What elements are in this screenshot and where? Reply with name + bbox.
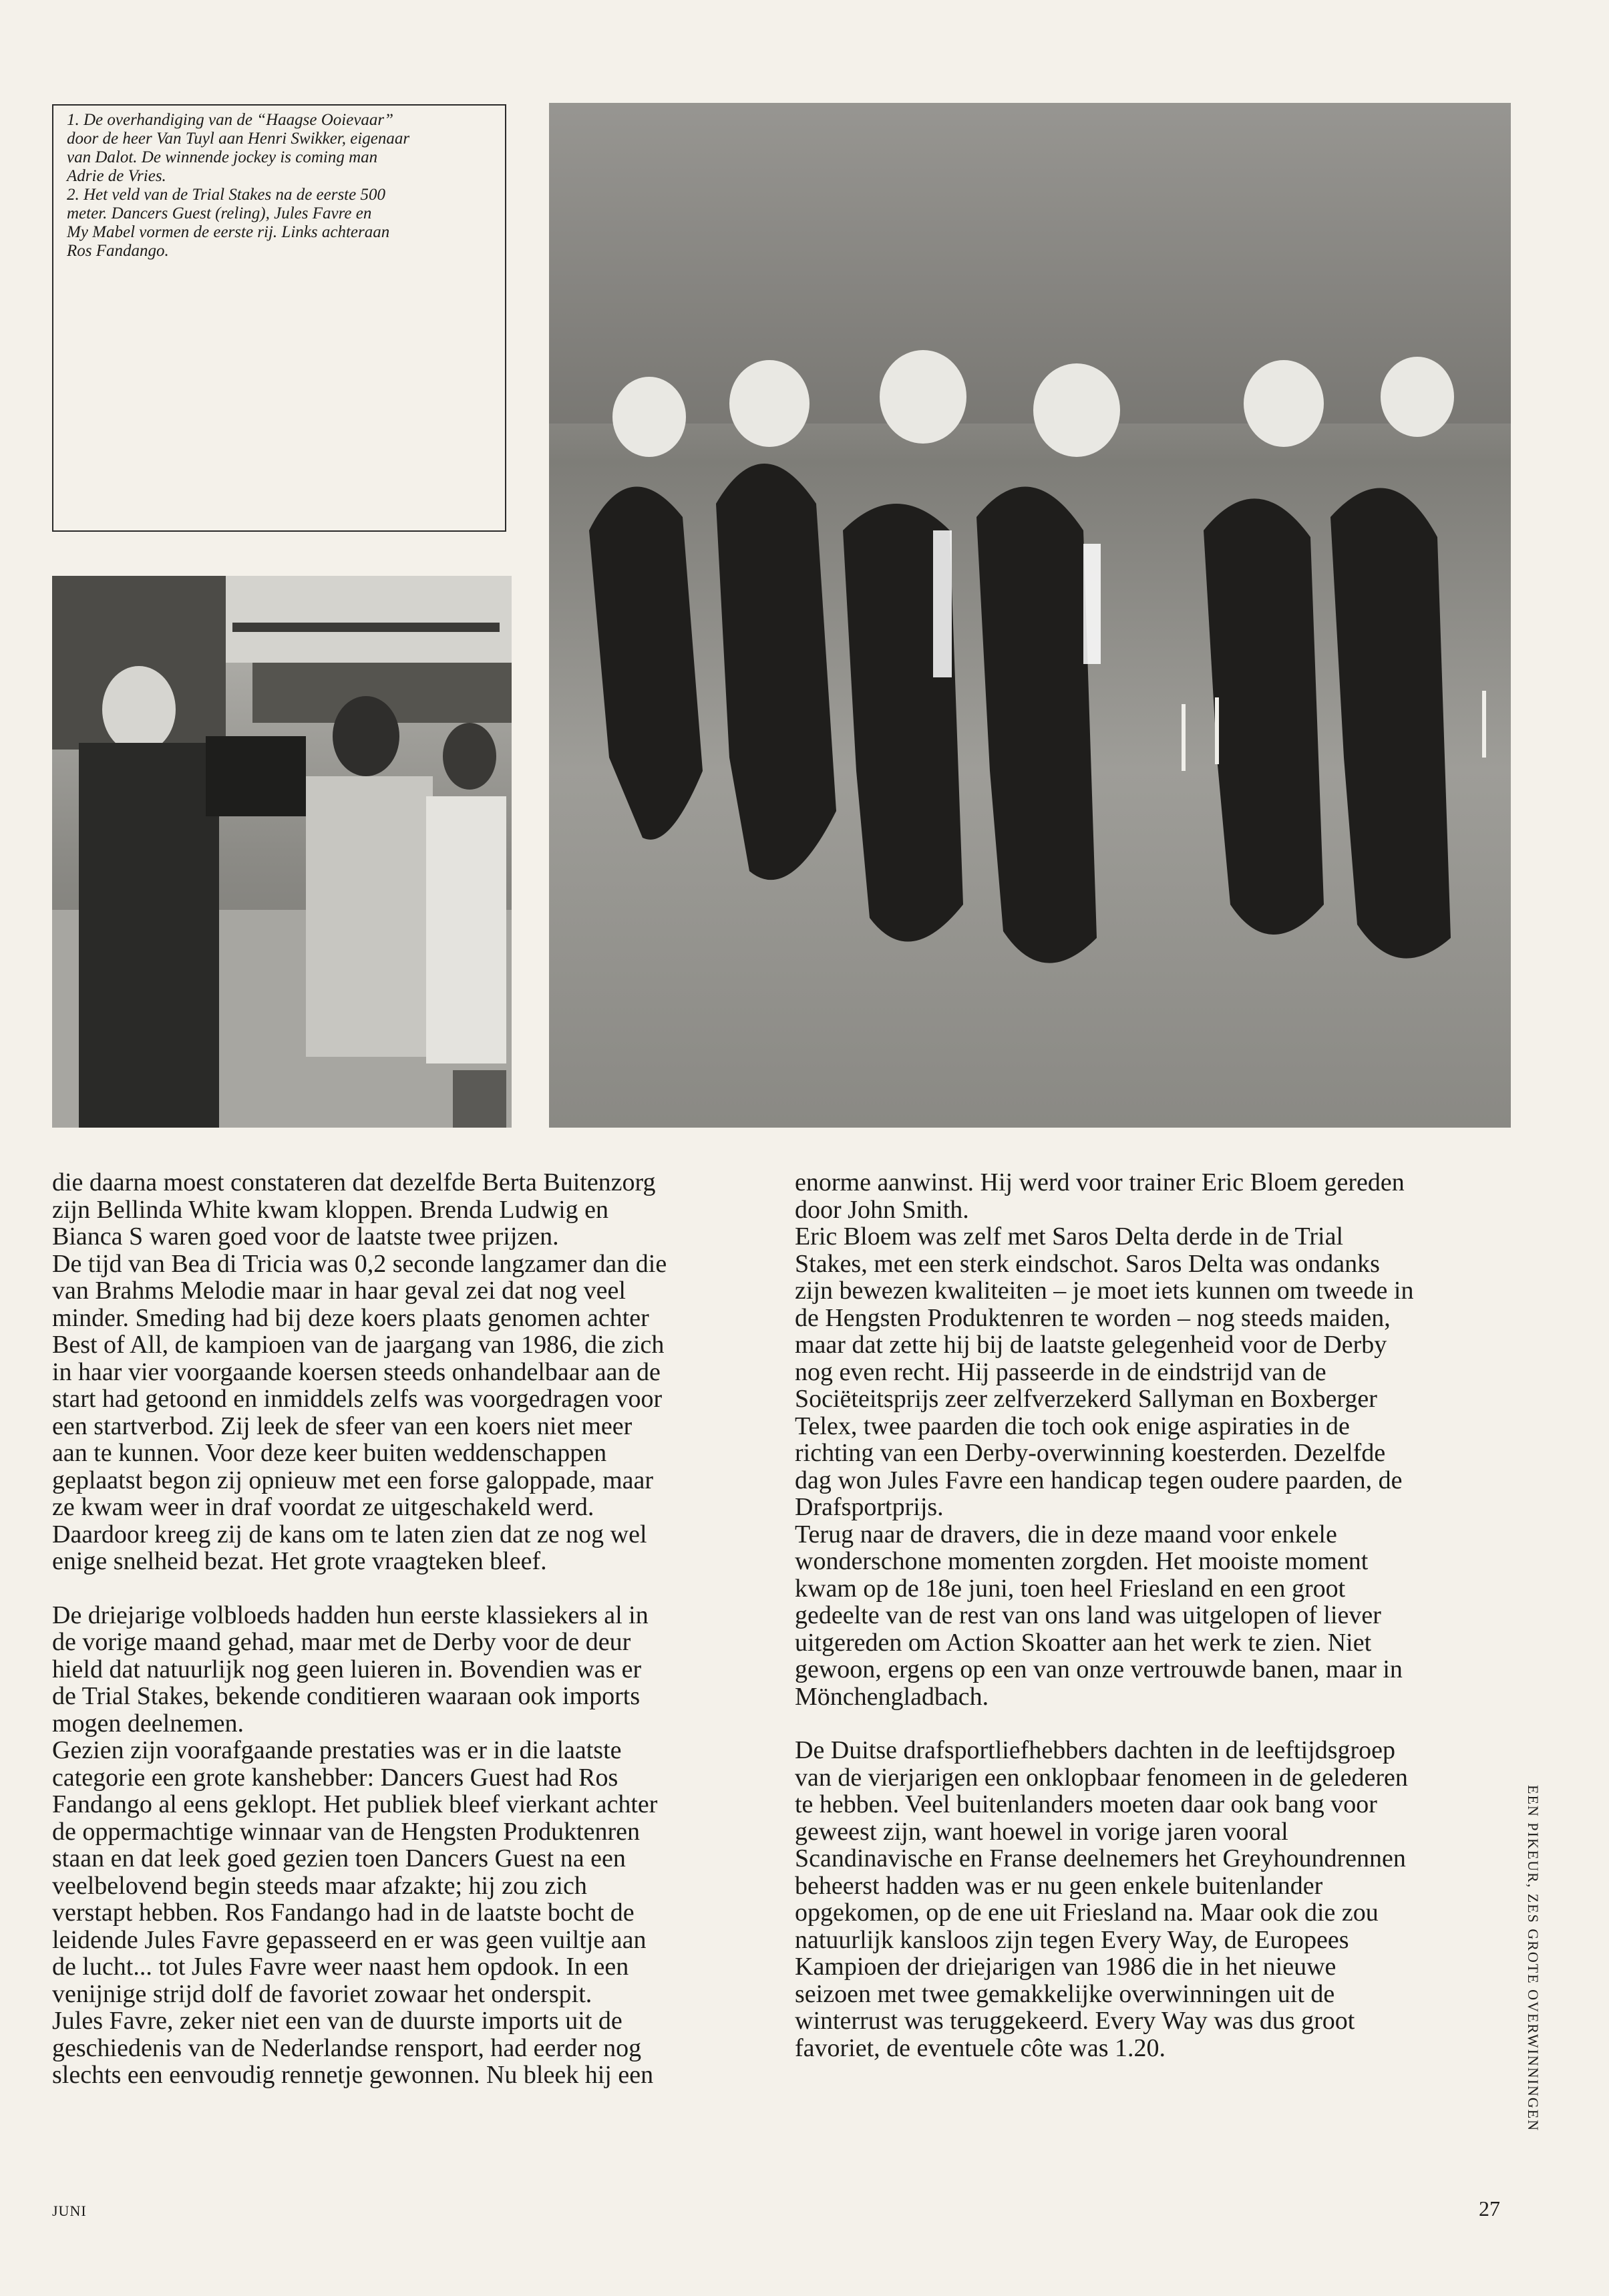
photo-caption-box	[52, 104, 506, 532]
text-line: nog even recht. Hij passeerde in de eindstrijd van de	[795, 1357, 1326, 1386]
text-line: verstapt hebben. Ros Fandango had in de laatste bocht de	[52, 1899, 635, 1927]
text-line: een startverbod. Zij leek de sfeer van een koers niet meer	[52, 1412, 633, 1440]
text-line: zijn bewezen kwaliteiten – je moet iets kunnen om tweede in	[795, 1277, 1414, 1305]
text-line: veelbelovend begin steeds maar afzakte; hij zou zich	[52, 1871, 587, 1900]
text-line: natuurlijk kansloos zijn tegen Every Way, de Europees	[795, 1925, 1349, 1954]
text-line: in haar vier voorgaande koersen steeds onhandelbaar aan de	[52, 1357, 661, 1386]
text-line: van Brahms Melodie maar in haar geval zei dat nog veel	[52, 1277, 626, 1305]
text-line: van de vierjarigen een onklopbaar fenomeen in de gelederen	[795, 1763, 1408, 1792]
text-line: staan en dat leek goed gezien toen Dancers Guest na een	[52, 1844, 626, 1872]
text-line: start had getoond en inmiddels zelfs was voorgedragen voor	[52, 1385, 663, 1413]
text-line: De Duitse drafsportliefhebbers dachten in de leeftijdsgroep	[795, 1736, 1396, 1764]
text-line: Mönchengladbach.	[795, 1682, 989, 1711]
text-line: De driejarige volbloeds hadden hun eerste klassiekers al in	[52, 1601, 649, 1629]
text-line: Daardoor kreeg zij de kans om te laten zien dat ze nog wel	[52, 1520, 647, 1548]
page-number: 27	[1479, 2196, 1500, 2221]
text-line: beheerst hadden was er nu geen enkele buitenlander	[795, 1871, 1323, 1900]
text-line: aan te kunnen. Voor deze keer buiten weddenschappen	[52, 1439, 607, 1467]
photo-trophy-presentation	[52, 576, 512, 1128]
caption-line: door de heer Van Tuyl aan Henri Swikker, eigenaar	[67, 130, 410, 148]
text-line: gedeelte van de rest van ons land was uitgelopen of liever	[795, 1601, 1381, 1629]
footer-month: JUNI	[52, 2202, 87, 2219]
photo-trophy-image	[52, 576, 512, 1128]
text-line: zijn Bellinda White kwam kloppen. Brenda Ludwig en	[52, 1195, 608, 1224]
text-line: dag won Jules Favre een handicap tegen oudere paarden, de	[795, 1466, 1403, 1494]
text-line: hield dat natuurlijk nog geen luieren in. Bovendien was er	[52, 1655, 642, 1683]
article-column-left	[52, 1169, 752, 2089]
text-line: de Hengsten Produktenren te worden – nog steeds maiden,	[795, 1303, 1391, 1332]
text-line: seizoen met twee gemakkelijke overwinningen uit de	[795, 1979, 1335, 2008]
article-column-right	[795, 1169, 1495, 2062]
text-line: geweest zijn, want hoewel in vorige jaren vooral	[795, 1817, 1288, 1846]
text-line: slechts een eenvoudig rennetje gewonnen. Nu bleek hij een	[52, 2061, 654, 2089]
text-line: Best of All, de kampioen van de jaargang van 1986, die zich	[52, 1331, 665, 1359]
text-line: die daarna moest constateren dat dezelfde Berta Buitenzorg	[52, 1168, 656, 1196]
text-line: Kampioen der driejarigen van 1986 die in het nieuwe	[795, 1953, 1336, 1981]
text-line: enige snelheid bezat. Het grote vraagteken bleef.	[52, 1547, 547, 1575]
text-line: kwam op de 18e juni, toen heel Friesland en een groot	[795, 1574, 1346, 1603]
article-paragraph	[52, 1169, 752, 1575]
text-line: de oppermachtige winnaar van de Hengsten Produktenren	[52, 1817, 641, 1846]
text-line: Telex, twee paarden die toch ook enige aspiraties in de	[795, 1412, 1350, 1440]
text-line: de vorige maand gehad, maar met de Derby voor de deur	[52, 1628, 631, 1656]
running-title: EEN PIKEUR, ZES GROTE OVERWINNINGEN	[1525, 1785, 1542, 2132]
text-line: geschiedenis van de Nederlandse rensport, had eerder nog	[52, 2033, 642, 2062]
text-line: Terug naar de dravers, die in deze maand voor enkele	[795, 1520, 1337, 1548]
text-line: categorie een grote kanshebber: Dancers Guest had Ros	[52, 1763, 618, 1792]
text-line: wonderschone momenten zorgden. Het mooiste moment	[795, 1547, 1369, 1575]
caption-line: 2. Het veld van de Trial Stakes na de eerste 500	[67, 186, 385, 204]
text-line: De tijd van Bea di Tricia was 0,2 seconde langzamer dan die	[52, 1249, 667, 1278]
text-line: richting van een Derby-overwinning koesterden. Dezelfde	[795, 1439, 1386, 1467]
text-line: te hebben. Veel buitenlanders moeten daar ook bang voor	[795, 1790, 1377, 1818]
text-line: mogen deelnemen.	[52, 1709, 244, 1738]
photo-trial-stakes-race	[549, 103, 1511, 1128]
text-line: Drafsportprijs.	[795, 1493, 944, 1521]
text-line: venijnige strijd dolf de favoriet zowaar het onderspit.	[52, 1979, 592, 2008]
text-line: maar dat zette hij bij de laatste gelegenheid voor de Derby	[795, 1331, 1387, 1359]
caption-line: 1. De overhandiging van de “Haagse Ooievaar”	[67, 111, 394, 129]
text-line: winterrust was teruggekeerd. Every Way was dus groot	[795, 2007, 1355, 2035]
text-line: gewoon, ergens op een van onze vertrouwde banen, maar in	[795, 1655, 1403, 1683]
text-line: ze kwam weer in draf voordat ze uitgeschakeld werd.	[52, 1493, 594, 1521]
text-line: Fandango al eens geklopt. Het publiek bleef vierkant achter	[52, 1790, 658, 1818]
caption-line: meter. Dancers Guest (reling), Jules Favre en	[67, 204, 372, 222]
text-line: Stakes, met een sterk eindschot. Saros Delta was ondanks	[795, 1249, 1380, 1278]
text-line: de lucht... tot Jules Favre weer naast hem opdook. In een	[52, 1953, 629, 1981]
text-line: door John Smith.	[795, 1195, 969, 1224]
caption-line: My Mabel vormen de eerste rij. Links achteraan	[67, 223, 390, 241]
text-line: de Trial Stakes, bekende conditieren waaraan ook imports	[52, 1682, 641, 1710]
caption-line: van Dalot. De winnende jockey is coming man	[67, 148, 378, 166]
text-line: opgekomen, op de ene uit Friesland na. Maar ook die zou	[795, 1899, 1379, 1927]
text-line: favoriet, de eventuele côte was 1.20.	[795, 2033, 1166, 2062]
text-line: leidende Jules Favre gepasseerd en er was geen vuiltje aan	[52, 1925, 647, 1954]
text-line: Scandinavische en Franse deelnemers het Greyhoundrennen	[795, 1844, 1406, 1872]
text-line: Bianca S waren goed voor de laatste twee prijzen.	[52, 1222, 559, 1251]
text-line: minder. Smeding had bij deze koers plaats genomen achter	[52, 1303, 649, 1332]
text-line: enorme aanwinst. Hij werd voor trainer Eric Bloem gereden	[795, 1168, 1405, 1196]
text-line: Gezien zijn voorafgaande prestaties was er in die laatste	[52, 1736, 622, 1764]
text-line: Sociëteitsprijs zeer zelfverzekerd Sallyman en Boxberger	[795, 1385, 1377, 1413]
text-line: Jules Favre, zeker niet een van de duurste imports uit de	[52, 2007, 622, 2035]
caption-line: Adrie de Vries.	[67, 167, 166, 185]
caption-line: Ros Fandango.	[67, 242, 169, 260]
text-line: uitgereden om Action Skoatter aan het werk te zien. Niet	[795, 1628, 1372, 1657]
article-paragraph	[52, 1602, 752, 2089]
article-paragraph	[795, 1737, 1495, 2062]
photo-race-image	[549, 103, 1511, 1128]
article-paragraph	[795, 1169, 1495, 1710]
text-line: geplaatst begon zij opnieuw met een forse galoppade, maar	[52, 1466, 654, 1494]
text-line: Eric Bloem was zelf met Saros Delta derde in de Trial	[795, 1222, 1344, 1251]
